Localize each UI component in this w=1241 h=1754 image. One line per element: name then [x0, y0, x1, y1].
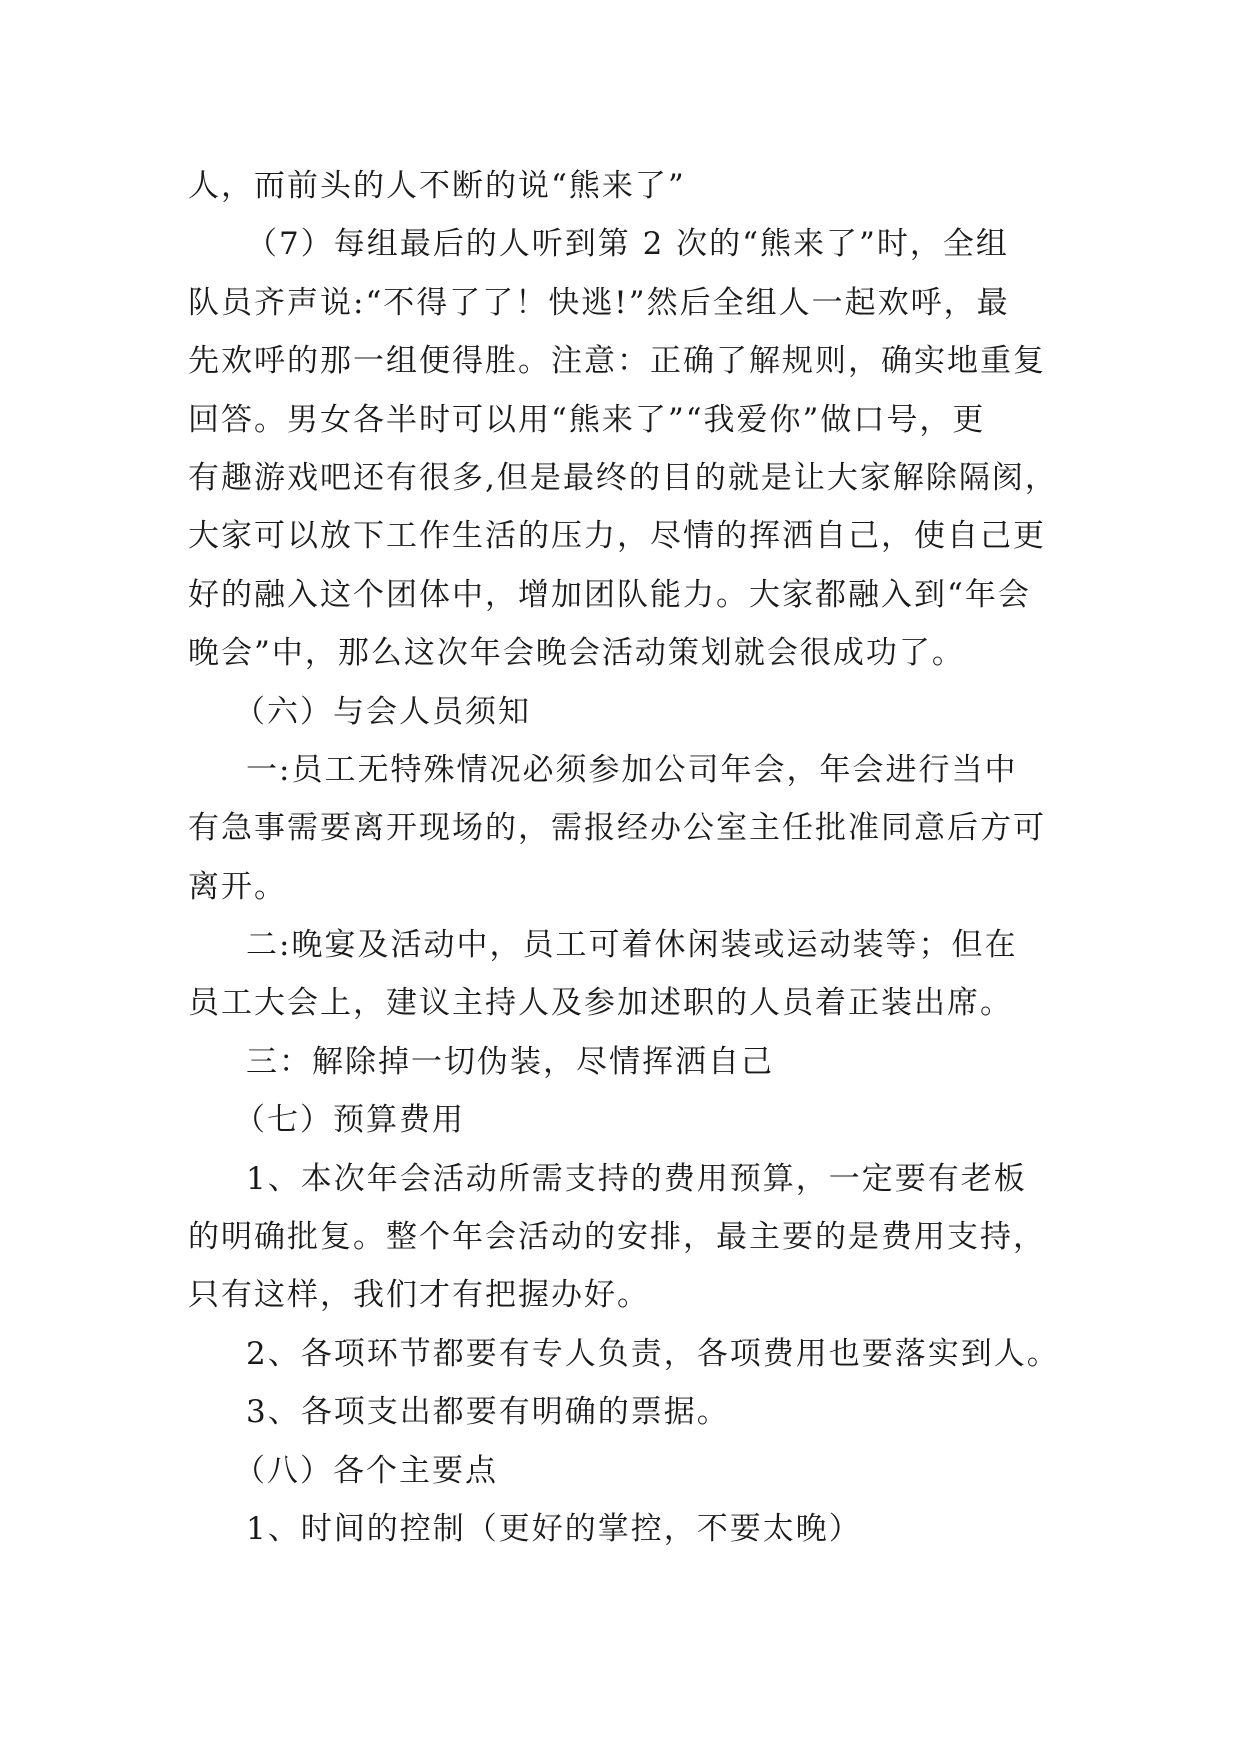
body-line: 员工大会上，建议主持人及参加述职的人员着正装出席。 — [188, 985, 1013, 1022]
body-line: 二:晚宴及活动中，员工可着休闲装或运动装等；但在 — [246, 927, 1018, 964]
body-line: 三：解除掉一切伪装，尽情挥洒自己 — [246, 1043, 774, 1080]
body-line: 的明确批复。整个年会活动的安排，最主要的是费用支持， — [188, 1219, 1046, 1256]
body-line: 回答。男女各半时可以用“熊来了”“我爱你”做口号，更 — [188, 401, 986, 438]
body-line: 晚会”中，那么这次年会晚会活动策划就会很成功了。 — [188, 635, 965, 672]
body-line: 先欢呼的那一组便得胜。注意：正确了解规则，确实地重复 — [188, 343, 1046, 380]
body-line: （7）每组最后的人听到第 2 次的“熊来了”时，全组 — [246, 226, 1009, 263]
body-line: 1、时间的控制（更好的掌控，不要太晚） — [246, 1510, 862, 1547]
body-line: 人，而前头的人不断的说“熊来了” — [188, 168, 686, 204]
section-heading: （六）与会人员须知 — [234, 693, 531, 730]
body-line: 队员齐声说:“不得了了！快逃!”然后全组人一起欢呼，最 — [188, 284, 1010, 321]
body-line: 好的融入这个团体中，增加团队能力。大家都融入到“年会 — [188, 576, 1031, 613]
section-heading: （八）各个主要点 — [234, 1452, 498, 1489]
body-line: 2、各项环节都要有专人负责，各项费用也要落实到人。 — [246, 1335, 1060, 1372]
body-line: 3、各项支出都要有明确的票据。 — [246, 1394, 730, 1431]
body-line: 大家可以放下工作生活的压力，尽情的挥洒自己，使自己更 — [188, 518, 1046, 555]
body-line: 1、本次年会活动所需支持的费用预算，一定要有老板 — [246, 1160, 1027, 1197]
document-body — [188, 157, 1058, 1558]
body-line: 离开。 — [188, 868, 287, 905]
body-line: 有趣游戏吧还有很多,但是最终的目的就是让大家解除隔阂， — [188, 459, 1058, 496]
body-line: 一:员工无特殊情况必须参加公司年会，年会进行当中 — [246, 751, 1018, 788]
section-heading: （七）预算费用 — [234, 1102, 465, 1139]
body-line: 有急事需要离开现场的，需报经办公室主任批准同意后方可 — [188, 810, 1046, 847]
body-line: 只有这样，我们才有把握办好。 — [188, 1277, 650, 1314]
